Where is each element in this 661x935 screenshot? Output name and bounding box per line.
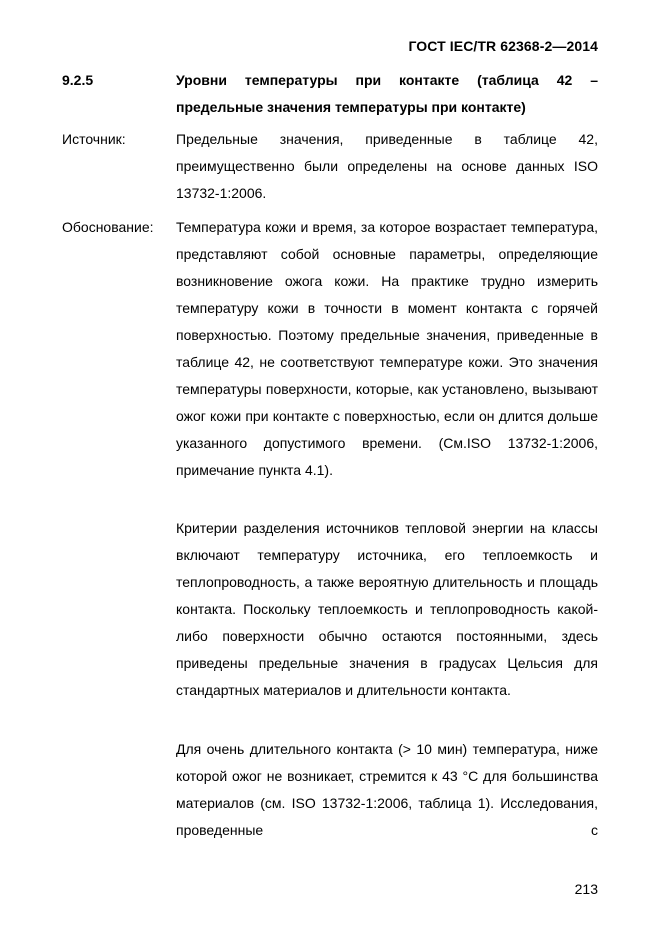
section-title: Уровни температуры при контакте (таблица 42 – предельные значения температуры при контакте) — [176, 72, 598, 115]
document-header: ГОСТ IEC/TR 62368-2—2014 — [408, 38, 598, 54]
page-number: 213 — [574, 881, 598, 897]
section-number: 9.2.5 — [62, 72, 94, 88]
rationale-paragraph-1: Температура кожи и время, за которое возрастает температура, представляют собой основные параметры, определяющие возникновение ожога кожи. На практике трудно измерить температуру кожи в точности в момент контакта с горячей поверхностью. Поэтому предельные значения, приведенные в таблице 42, не соответствуют температуре кожи. Это значения температуры поверхности, которые, как установлено, вызывают ожог кожи при контакте с поверхностью, если он длится дольше указанного допустимого времени. (См.ISO 13732-1:2006, примечание пункта 4.1). — [176, 219, 598, 478]
source-label: Источник: — [62, 131, 126, 147]
rationale-paragraph-3: Для очень длительного контакта (> 10 мин) температура, ниже которой ожог не возникает, стремится к 43 °C для большинства материалов (см. ISO 13732-1:2006, таблица 1). Исследования, проведенные с — [176, 741, 598, 838]
rationale-paragraph-2: Критерии разделения источников тепловой энергии на классы включают температуру источника, его теплоемкость и теплопроводность, а также вероятную длительность и площадь контакта. Поскольку теплоемкость и теплопроводность какой-либо поверхности обычно остаются постоянными, здесь приведены предельные значения в градусах Цельсия для стандартных материалов и длительности контакта. — [176, 520, 598, 698]
source-text: Предельные значения, приведенные в таблице 42, преимущественно были определены на основе данных ISO 13732-1:2006. — [176, 131, 598, 201]
rationale-label: Обоснование: — [62, 219, 154, 235]
